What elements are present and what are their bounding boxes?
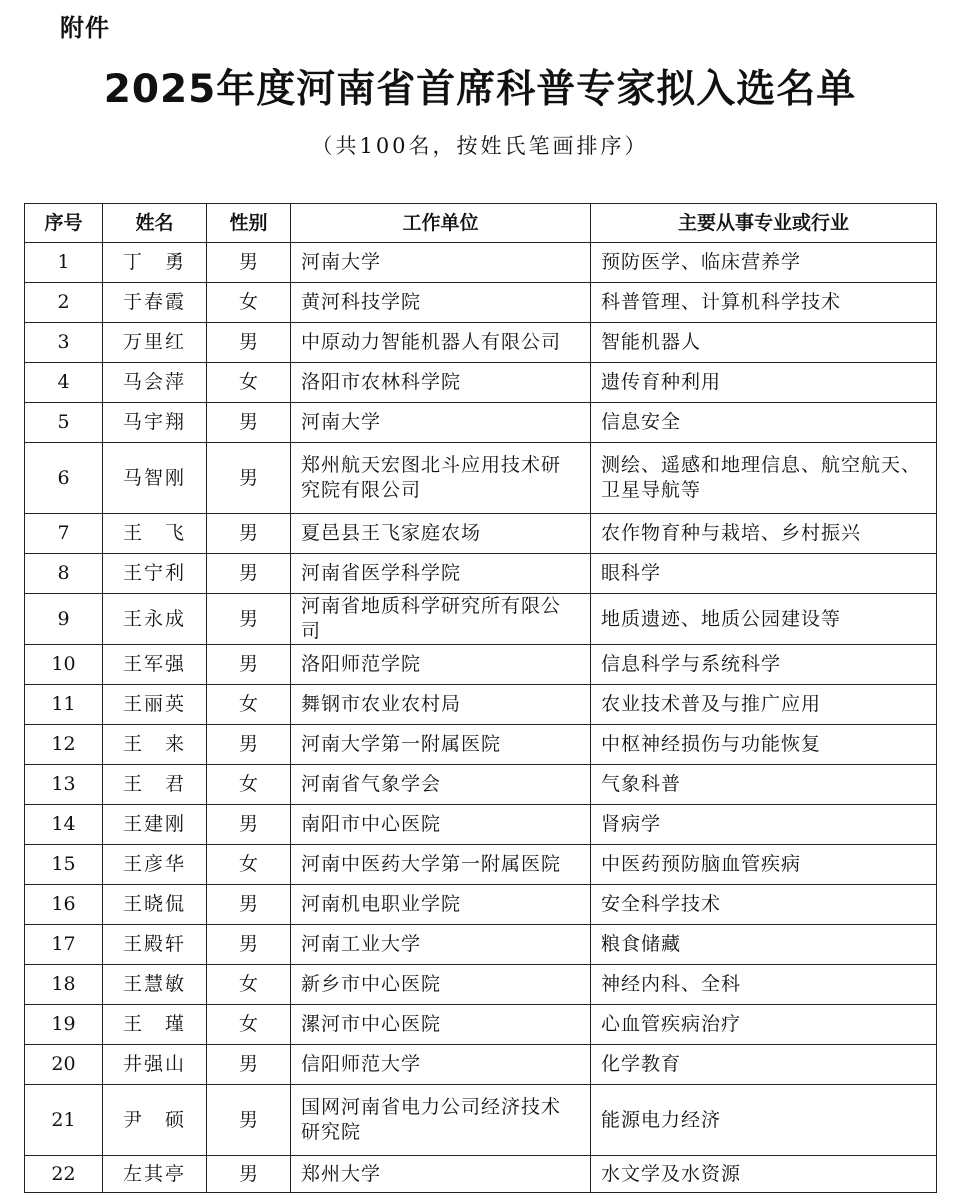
cell-number: 15 (25, 845, 103, 885)
table-header-row (25, 204, 937, 243)
cell-name: 丁 勇 (103, 243, 207, 283)
cell-gender: 男 (207, 925, 291, 965)
cell-number: 2 (25, 283, 103, 323)
table-row (25, 645, 937, 685)
column-header-field: 主要从事专业或行业 (591, 204, 937, 243)
cell-field: 信息安全 (591, 403, 937, 443)
cell-work-unit: 河南省医学科学院 (291, 554, 591, 594)
cell-field: 科普管理、计算机科学技术 (591, 283, 937, 323)
cell-work-unit: 河南机电职业学院 (291, 885, 591, 925)
cell-gender: 男 (207, 594, 291, 645)
cell-number: 14 (25, 805, 103, 845)
cell-name: 王宁利 (103, 554, 207, 594)
cell-number: 16 (25, 885, 103, 925)
cell-field: 水文学及水资源 (591, 1156, 937, 1193)
table-row (25, 1005, 937, 1045)
cell-gender: 男 (207, 1045, 291, 1085)
table-row (25, 885, 937, 925)
cell-work-unit: 河南大学 (291, 403, 591, 443)
cell-field: 地质遗迹、地质公园建设等 (591, 594, 937, 645)
table-row (25, 725, 937, 765)
cell-work-unit: 洛阳市农林科学院 (291, 363, 591, 403)
table-row (25, 1156, 937, 1193)
cell-number: 19 (25, 1005, 103, 1045)
cell-work-unit: 洛阳师范学院 (291, 645, 591, 685)
cell-gender: 男 (207, 645, 291, 685)
cell-gender: 男 (207, 554, 291, 594)
cell-number: 10 (25, 645, 103, 685)
cell-name: 于春霞 (103, 283, 207, 323)
cell-work-unit: 郑州大学 (291, 1156, 591, 1193)
cell-name: 王 来 (103, 725, 207, 765)
cell-field: 测绘、遥感和地理信息、航空航天、卫星导航等 (591, 443, 937, 514)
cell-number: 17 (25, 925, 103, 965)
cell-work-unit: 夏邑县王飞家庭农场 (291, 514, 591, 554)
cell-name: 王晓侃 (103, 885, 207, 925)
cell-number: 20 (25, 1045, 103, 1085)
cell-gender: 女 (207, 965, 291, 1005)
table-row (25, 685, 937, 725)
cell-work-unit: 河南中医药大学第一附属医院 (291, 845, 591, 885)
cell-name: 王军强 (103, 645, 207, 685)
table-body (25, 243, 937, 1193)
cell-work-unit: 河南大学第一附属医院 (291, 725, 591, 765)
cell-field: 气象科普 (591, 765, 937, 805)
cell-name: 马宇翔 (103, 403, 207, 443)
table-row (25, 765, 937, 805)
cell-number: 11 (25, 685, 103, 725)
cell-field: 农作物育种与栽培、乡村振兴 (591, 514, 937, 554)
table-row (25, 514, 937, 554)
cell-gender: 女 (207, 845, 291, 885)
table-row (25, 594, 937, 645)
cell-work-unit: 郑州航天宏图北斗应用技术研究院有限公司 (291, 443, 591, 514)
cell-name: 左其亭 (103, 1156, 207, 1193)
cell-field: 预防医学、临床营养学 (591, 243, 937, 283)
cell-gender: 男 (207, 514, 291, 554)
cell-name: 王丽英 (103, 685, 207, 725)
cell-gender: 男 (207, 725, 291, 765)
cell-field: 肾病学 (591, 805, 937, 845)
document-subtitle: （共100名，按姓氏笔画排序） (311, 134, 649, 158)
cell-number: 9 (25, 594, 103, 645)
cell-work-unit: 新乡市中心医院 (291, 965, 591, 1005)
cell-number: 3 (25, 323, 103, 363)
cell-number: 5 (25, 403, 103, 443)
cell-name: 王 瑾 (103, 1005, 207, 1045)
cell-work-unit: 河南省气象学会 (291, 765, 591, 805)
cell-gender: 女 (207, 283, 291, 323)
cell-gender: 女 (207, 1005, 291, 1045)
table-row (25, 1085, 937, 1156)
cell-name: 王 君 (103, 765, 207, 805)
cell-number: 7 (25, 514, 103, 554)
cell-gender: 男 (207, 885, 291, 925)
cell-name: 王彦华 (103, 845, 207, 885)
table-row (25, 443, 937, 514)
cell-number: 4 (25, 363, 103, 403)
cell-field: 农业技术普及与推广应用 (591, 685, 937, 725)
cell-name: 马智刚 (103, 443, 207, 514)
cell-work-unit: 国网河南省电力公司经济技术研究院 (291, 1085, 591, 1156)
cell-name: 万里红 (103, 323, 207, 363)
cell-gender: 男 (207, 403, 291, 443)
table-row (25, 323, 937, 363)
column-header-gender: 性别 (207, 204, 291, 243)
cell-name: 马会萍 (103, 363, 207, 403)
cell-gender: 男 (207, 323, 291, 363)
column-header-unit: 工作单位 (291, 204, 591, 243)
table-row (25, 1045, 937, 1085)
cell-number: 13 (25, 765, 103, 805)
cell-gender: 男 (207, 1085, 291, 1156)
cell-name: 王慧敏 (103, 965, 207, 1005)
cell-name: 井强山 (103, 1045, 207, 1085)
cell-work-unit: 信阳师范大学 (291, 1045, 591, 1085)
cell-work-unit: 南阳市中心医院 (291, 805, 591, 845)
column-header-name: 姓名 (103, 204, 207, 243)
cell-number: 21 (25, 1085, 103, 1156)
candidate-table (24, 203, 937, 1193)
cell-number: 1 (25, 243, 103, 283)
cell-gender: 男 (207, 1156, 291, 1193)
cell-work-unit: 中原动力智能机器人有限公司 (291, 323, 591, 363)
table-row (25, 805, 937, 845)
cell-field: 中枢神经损伤与功能恢复 (591, 725, 937, 765)
cell-gender: 男 (207, 243, 291, 283)
table-row (25, 554, 937, 594)
cell-field: 智能机器人 (591, 323, 937, 363)
table-row (25, 363, 937, 403)
cell-field: 眼科学 (591, 554, 937, 594)
cell-number: 6 (25, 443, 103, 514)
cell-number: 12 (25, 725, 103, 765)
table-row (25, 925, 937, 965)
cell-name: 王永成 (103, 594, 207, 645)
cell-work-unit: 河南省地质科学研究所有限公司 (291, 594, 591, 645)
cell-work-unit: 河南工业大学 (291, 925, 591, 965)
table-row (25, 403, 937, 443)
cell-field: 遗传育种利用 (591, 363, 937, 403)
document-title: 2025年度河南省首席科普专家拟入选名单 (103, 67, 857, 112)
cell-field: 神经内科、全科 (591, 965, 937, 1005)
attachment-label: 附件 (60, 14, 110, 42)
table-row (25, 845, 937, 885)
cell-name: 尹 硕 (103, 1085, 207, 1156)
cell-work-unit: 舞钢市农业农村局 (291, 685, 591, 725)
table-row (25, 283, 937, 323)
cell-field: 粮食储藏 (591, 925, 937, 965)
cell-field: 能源电力经济 (591, 1085, 937, 1156)
cell-name: 王 飞 (103, 514, 207, 554)
cell-number: 18 (25, 965, 103, 1005)
column-header-no: 序号 (25, 204, 103, 243)
cell-field: 中医药预防脑血管疾病 (591, 845, 937, 885)
cell-gender: 女 (207, 363, 291, 403)
table-row (25, 965, 937, 1005)
cell-field: 信息科学与系统科学 (591, 645, 937, 685)
cell-gender: 男 (207, 805, 291, 845)
cell-work-unit: 河南大学 (291, 243, 591, 283)
cell-field: 化学教育 (591, 1045, 937, 1085)
cell-field: 安全科学技术 (591, 885, 937, 925)
cell-work-unit: 黄河科技学院 (291, 283, 591, 323)
cell-gender: 男 (207, 443, 291, 514)
table-row (25, 243, 937, 283)
cell-name: 王建刚 (103, 805, 207, 845)
cell-field: 心血管疾病治疗 (591, 1005, 937, 1045)
cell-number: 22 (25, 1156, 103, 1193)
cell-work-unit: 漯河市中心医院 (291, 1005, 591, 1045)
cell-name: 王殿轩 (103, 925, 207, 965)
cell-gender: 女 (207, 765, 291, 805)
cell-gender: 女 (207, 685, 291, 725)
cell-number: 8 (25, 554, 103, 594)
